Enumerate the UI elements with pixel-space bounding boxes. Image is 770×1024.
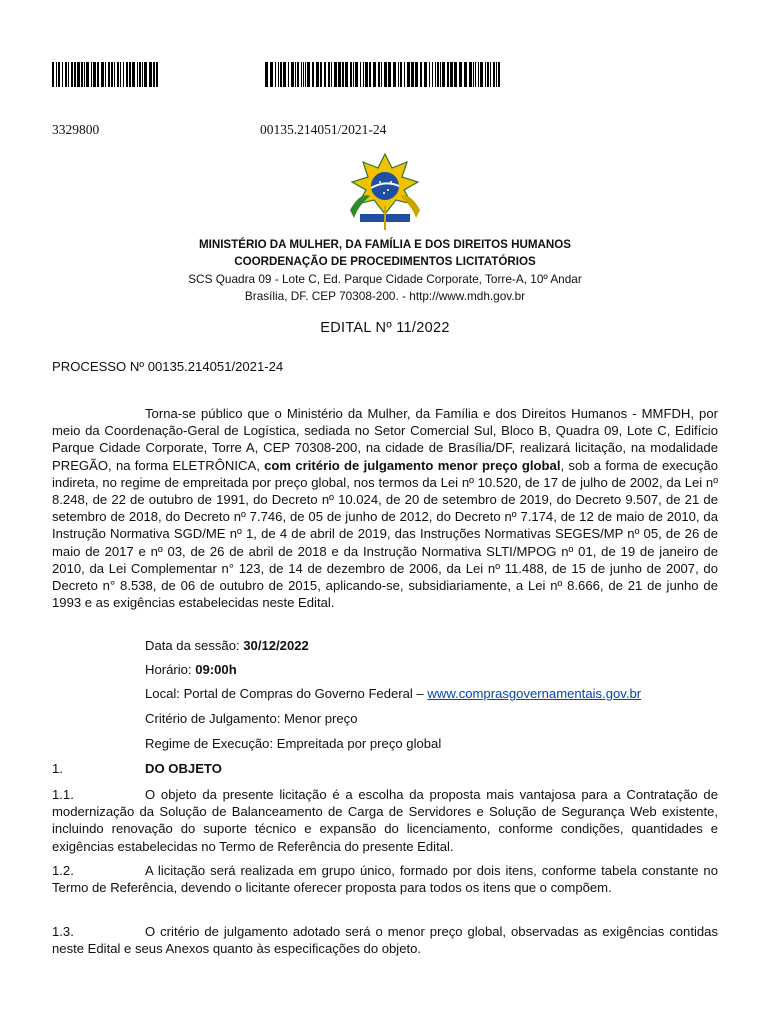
barcode-bar — [480, 62, 483, 87]
intro-paragraph — [52, 405, 718, 611]
session-date-label: Data da sessão: — [145, 638, 244, 653]
processo-line: PROCESSO Nº 00135.214051/2021-24 — [52, 359, 284, 374]
session-place — [145, 686, 641, 701]
compras-portal-link[interactable]: www.comprasgovernamentais.gov.br — [427, 686, 642, 701]
barcode-bar — [123, 62, 124, 87]
process-number-top: 00135.214051/2021-24 — [260, 122, 387, 137]
barcode-bar — [312, 62, 314, 87]
barcode-bar — [71, 62, 73, 87]
barcode-bar — [398, 62, 399, 87]
barcode-bar — [291, 62, 294, 87]
barcode-bar — [378, 62, 380, 87]
barcode-bar — [345, 62, 348, 87]
barcode-bar — [420, 62, 422, 87]
barcode-bar — [111, 62, 113, 87]
barcode-bar — [363, 62, 364, 87]
session-time-value: 09:00h — [195, 662, 237, 677]
document-number: 3329800 — [52, 122, 100, 137]
barcode-bar — [297, 62, 299, 87]
intro-text-2: , sob a forma de execução indireta, no regime de empreitada por preço global, nos termos da Lei nº 10.520, de 17 de julho de 2002, da Lei nº 8.248, de 22 de outubro de 1991, do Decreto nº 10.024, de 20 de setembro de 2019, do Decreto 9.507, de 21 de setembro de 2018, do Decreto nº 7.746, de 05 de junho de 2012, do Decreto nº 7.174, de 12 de maio de 2010, da Instrução Normativa SGD/ME nº 1, de 4 de abril de 2019, das Instruções Normativas SEGES/MP nº 05, de 26 de maio de 2017 e nº 03, de 26 de abril de 2018 e da Instrução Normativa SLTI/MPOG nº 01, de 19 de janeiro de 2010, da Lei Complementar n° 123, de 14 de dezembro de 2006, da Lei nº 11.488, de 15 de junho de 2007, do Decreto n° 8.538, de 06 de outubro de 2015, aplicando-se, subsidiariamente, a Lei nº 8.666, de 21 de junho de 1993 e as exigências estabelecidas neste Edital. — [52, 457, 719, 611]
edital-title: EDITAL Nº 11/2022 — [320, 320, 450, 336]
item-1-1-number: 1.1. — [52, 787, 74, 802]
item-1-1 — [52, 786, 718, 855]
barcode-bar — [93, 62, 96, 87]
barcode-bar — [464, 62, 467, 87]
barcode-bar — [324, 62, 326, 87]
barcode-bar — [384, 62, 387, 87]
barcode-bar — [393, 62, 396, 87]
barcode-bar — [493, 62, 495, 87]
coat-of-arms-icon — [340, 152, 430, 232]
item-1-3-number: 1.3. — [52, 924, 74, 939]
barcode-bar — [360, 62, 361, 87]
item-1-2 — [52, 862, 718, 896]
barcode-bar — [338, 62, 341, 87]
barcode-bar — [278, 62, 279, 87]
barcode-bar — [440, 62, 441, 87]
session-date-value: 30/12/2022 — [243, 638, 309, 653]
barcode-bar — [498, 62, 500, 87]
session-date — [145, 638, 309, 653]
address-line-1: SCS Quadra 09 - Lote C, Ed. Parque Cidade Corporate, Torre-A, 10º Andar — [188, 272, 582, 286]
barcode-bar — [126, 62, 128, 87]
barcode-bar — [52, 62, 54, 87]
barcode-bar — [331, 62, 332, 87]
section-1-title: DO OBJETO — [145, 761, 222, 776]
barcode-bar — [320, 62, 322, 87]
barcode-bar — [137, 62, 138, 87]
barcode-bar — [353, 62, 354, 87]
barcode-bar — [435, 62, 436, 87]
barcode-bar — [91, 62, 92, 87]
barcode-bar — [442, 62, 445, 87]
barcode-bar — [142, 62, 143, 87]
barcode-bar — [496, 62, 497, 87]
barcode-bar — [447, 62, 449, 87]
barcode-bar — [432, 62, 433, 87]
barcode-right — [265, 62, 505, 87]
item-1-2-text: A licitação será realizada em grupo único, formado por dois itens, conforme tabela constante no Termo de Referência, devendo o licitante oferecer proposta para todos os itens que o compõem. — [52, 863, 718, 896]
barcode-bar — [355, 62, 358, 87]
barcode-bar — [334, 62, 337, 87]
item-1-3-text: O critério de julgamento adotado será o menor preço global, observadas as exigências contidas neste Edital e seus Anexos quanto às especificações do objeto. — [52, 924, 718, 957]
barcode-bar — [132, 62, 135, 87]
barcode-bar — [307, 62, 310, 87]
barcode-bar — [149, 62, 152, 87]
barcode-bar — [429, 62, 430, 87]
barcode-bar — [478, 62, 479, 87]
barcode-bar — [283, 62, 286, 87]
barcode-bar — [295, 62, 296, 87]
barcode-bar — [415, 62, 418, 87]
intro-text-1: Torna-se público que o Ministério da Mulher, da Família e dos Direitos Humanos - MMFDH, por meio da Coordenação-Geral de Logística, sediada no Setor Comercial Sul, Bloco B, Quadra 09, Lote C, Edifício Parque Cidade Corporate, Torre A, CEP 70308-200, na cidade de Brasília/DF, realizará licitação, na modalidade PREGÃO, na forma ELETRÔNICA, — [52, 406, 718, 473]
barcode-bar — [459, 62, 462, 87]
barcode-bar — [68, 62, 69, 87]
barcode-bar — [74, 62, 76, 87]
barcode-bar — [129, 62, 131, 87]
barcode-bar — [485, 62, 486, 87]
barcode-bar — [388, 62, 391, 87]
barcode-bar — [301, 62, 302, 87]
barcode-bar — [475, 62, 476, 87]
barcode-bar — [305, 62, 306, 87]
barcode-bar — [350, 62, 352, 87]
barcode-bar — [275, 62, 276, 87]
barcode-bar — [469, 62, 472, 87]
barcode-bar — [369, 62, 371, 87]
session-regime: Regime de Execução: Empreitada por preço global — [145, 736, 442, 751]
item-1-2-number: 1.2. — [52, 863, 74, 878]
barcode-bar — [454, 62, 457, 87]
barcode-bar — [105, 62, 106, 87]
barcode-bar — [381, 62, 382, 87]
session-time — [145, 662, 237, 677]
barcode-bar — [81, 62, 83, 87]
barcode-left — [52, 62, 162, 87]
barcode-bar — [97, 62, 99, 87]
barcode-bar — [328, 62, 330, 87]
barcode-bar — [144, 62, 147, 87]
session-time-label: Horário: — [145, 662, 196, 677]
intro-text-bold: com critério de julgamento menor preço global — [264, 457, 561, 473]
barcode-bar — [404, 62, 405, 87]
barcode-bar — [450, 62, 453, 87]
barcode-bar — [86, 62, 89, 87]
session-place-label: Local: Portal de Compras do Governo Federal – — [145, 686, 428, 701]
ministry-name: MINISTÉRIO DA MULHER, DA FAMÍLIA E DOS DIREITOS HUMANOS — [198, 238, 572, 251]
item-1-3 — [52, 923, 718, 957]
barcode-bar — [265, 62, 268, 87]
barcode-bar — [56, 62, 57, 87]
barcode-bar — [84, 62, 85, 87]
barcode-bar — [373, 62, 376, 87]
barcode-bar — [65, 62, 67, 87]
barcode-bar — [117, 62, 119, 87]
barcode-bar — [407, 62, 410, 87]
barcode-bar — [280, 62, 282, 87]
barcode-bar — [437, 62, 439, 87]
barcode-bar — [316, 62, 319, 87]
session-criterion: Critério de Julgamento: Menor preço — [145, 711, 358, 726]
barcode-bar — [101, 62, 104, 87]
section-1-number: 1. — [52, 761, 63, 776]
barcode-bar — [77, 62, 80, 87]
barcode-bar — [156, 62, 158, 87]
barcode-bar — [342, 62, 344, 87]
barcode-bar — [487, 62, 489, 87]
barcode-bar — [400, 62, 402, 87]
barcode-bar — [365, 62, 368, 87]
barcode-bar — [424, 62, 427, 87]
barcode-bar — [490, 62, 491, 87]
barcode-bar — [303, 62, 304, 87]
barcode-bar — [108, 62, 110, 87]
barcode-bar — [288, 62, 289, 87]
item-1-1-text: O objeto da presente licitação é a escolha da proposta mais vantajosa para a Contratação de modernização da Solução de Balanceamento de Carga de Servidores e Solução de Segurança Web existente, incluindo renovação do suporte técnico e expansão do licenciamento, conforme condições, quantidades e exigências estabelecidas no Termo de Referência do presente Edital. — [52, 787, 718, 854]
barcode-bar — [411, 62, 414, 87]
barcode-bar — [62, 62, 63, 87]
barcode-bar — [139, 62, 141, 87]
barcode-bar — [153, 62, 155, 87]
department-name: COORDENAÇÃO DE PROCEDIMENTOS LICITATÓRIOS — [234, 255, 536, 268]
address-line-2: Brasília, DF. CEP 70308-200. - http://www.mdh.gov.br — [244, 289, 526, 303]
barcode-bar — [114, 62, 115, 87]
barcode-bar — [270, 62, 273, 87]
barcode-bar — [58, 62, 60, 87]
barcode-bar — [120, 62, 121, 87]
barcode-bar — [473, 62, 474, 87]
